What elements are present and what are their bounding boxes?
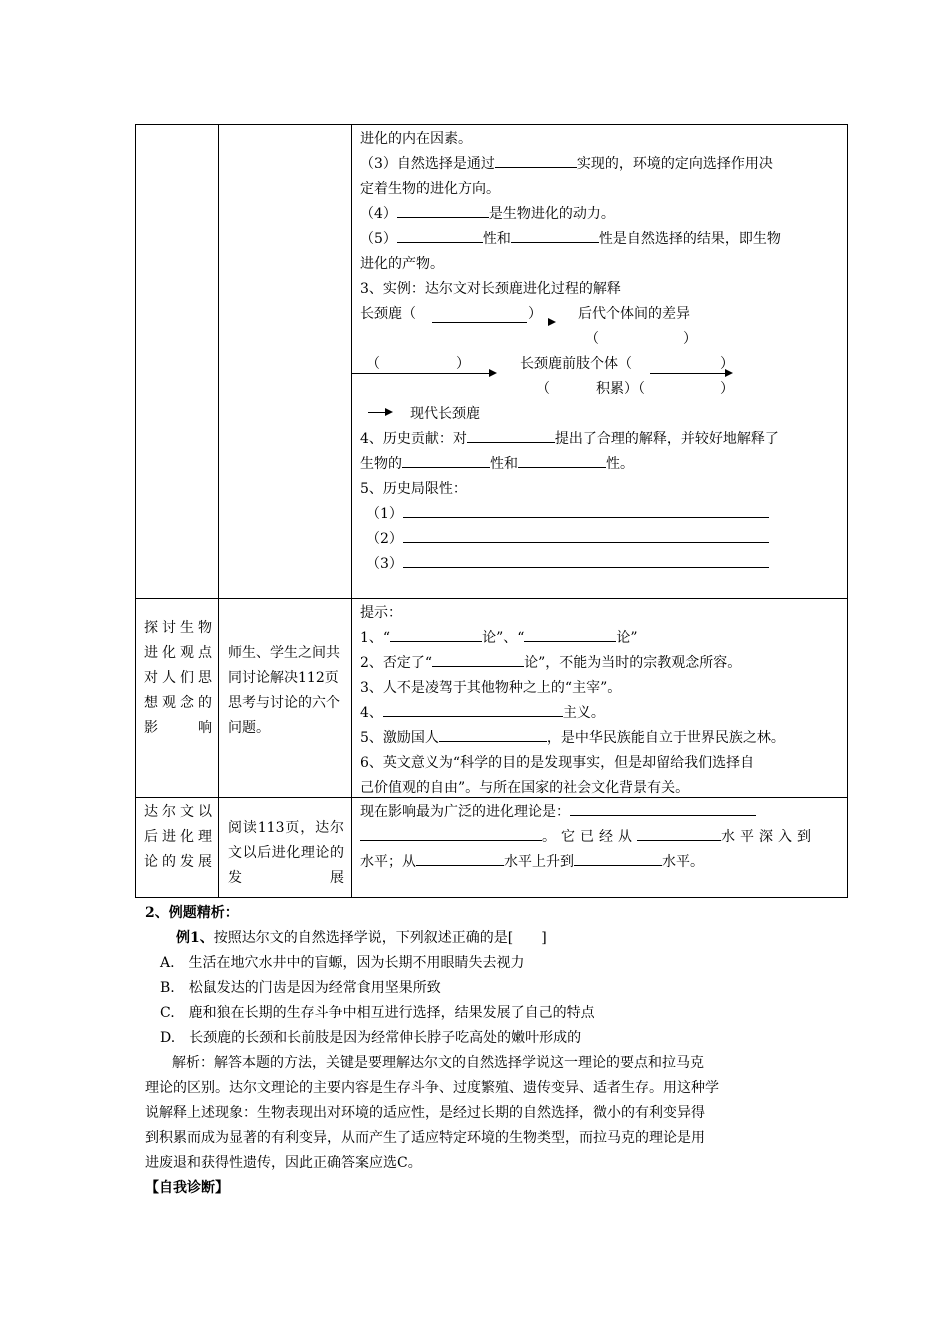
row2-col2: 师生、学生之间共同讨论解决112页思考与讨论的六个问题。 <box>228 645 340 736</box>
analysis-line-4: 到积累而成为显著的有利变异，从而产生了适应特定环境的生物类型，而拉马克的理论是用 <box>145 1130 705 1146</box>
table-border-bottom <box>135 897 848 898</box>
row1-line-3: 定着生物的进化方向。 <box>360 181 500 197</box>
row1-line-5: （5） 性和 性是自然选择的结果，即生物 <box>360 228 781 248</box>
option-a: A. 生活在地穴水井中的盲螈，因为长期不用眼睛失去视力 <box>160 955 525 971</box>
diagram-arrow-4 <box>368 412 386 413</box>
self-diagnosis-heading: 【自我诊断】 <box>145 1180 229 1196</box>
row1-line-2: （3）自然选择是通过 实现的，环境的定向选择作用决 <box>360 153 773 173</box>
option-d: D. 长颈鹿的长颈和长前肢是因为经常伸长脖子吃高处的嫩叶形成的 <box>160 1030 582 1046</box>
option-b: B. 松鼠发达的门齿是因为经常食用坚果所致 <box>160 980 441 996</box>
diagram-paren-close-1: ） <box>683 331 697 347</box>
diagram-modern: 现代长颈鹿 <box>410 406 480 422</box>
diagram-paren-open-2: （ <box>366 356 380 372</box>
table-border-right <box>847 124 848 898</box>
limitation-1: （1） <box>366 503 769 523</box>
diagram-paren-open-3: （ <box>536 381 550 397</box>
row2-item-2: 2、否定了“ 论”，不能为当时的宗教观念所容。 <box>360 652 741 672</box>
example-heading: 2、例题精析： <box>145 905 239 921</box>
history-line-2: 生物的 性和 性。 <box>360 453 634 473</box>
row2-item-6a: 6、英文意义为“科学的目的是发现事实，但是却留给我们选择自 <box>360 755 755 771</box>
analysis-line-5: 进废退和获得性遗传，因此正确答案应选C。 <box>145 1155 422 1171</box>
example-question: 例1、按照达尔文的自然选择学说，下列叙述正确的是[ ] <box>176 930 547 946</box>
row2-item-4: 4、 主义。 <box>360 702 605 722</box>
limitation-3: （3） <box>366 553 769 573</box>
diagram-forelimb: 长颈鹿前肢个体（ <box>520 356 632 372</box>
diagram-arrowhead-1 <box>548 318 556 326</box>
history-line-1: 4、历史贡献：对 提出了合理的解释，并较好地解释了 <box>360 428 779 448</box>
row3-line-2: 。它已经从 水平深入到 <box>360 826 816 846</box>
diagram-giraffe-label: 长颈鹿（ <box>360 306 416 322</box>
row3-col2: 阅读113页，达尔文以后进化理论的发展 <box>228 820 344 886</box>
row1-line-7: 3、实例：达尔文对长颈鹿进化过程的解释 <box>360 281 621 297</box>
diagram-close-3: ） <box>720 356 734 372</box>
row1-line-1: 进化的内在因素。 <box>360 131 472 147</box>
limitation-2: （2） <box>366 528 769 548</box>
table-border-col3 <box>351 124 352 898</box>
table-border-left <box>135 124 136 898</box>
diagram-close-1: ） <box>528 306 542 322</box>
diagram-paren-open-1: （ <box>585 331 599 347</box>
diagram-offspring-diff: 后代个体间的差异 <box>578 306 690 322</box>
example-question-label: 例1、 <box>176 930 214 946</box>
row3-line-1: 现在影响最为广泛的进化理论是： <box>360 801 756 821</box>
table-border-top <box>135 124 848 125</box>
row2-hint: 提示： <box>360 605 402 621</box>
diagram-arrowhead-4 <box>385 408 393 416</box>
row3-col1: 达尔文以后进化理论的发展 <box>144 804 212 870</box>
diagram-paren-close-2: ） <box>456 356 470 372</box>
table-row-divider-2 <box>135 797 848 798</box>
diagram-arrow-3 <box>650 373 726 374</box>
table-border-col2 <box>218 124 219 898</box>
row2-item-1: 1、“ 论”、“ 论” <box>360 627 638 647</box>
history-line-3: 5、历史局限性： <box>360 481 467 497</box>
analysis-line-3: 说解释上述现象：生物表现出对环境的适应性，是经过长期的自然选择，微小的有利变异得 <box>145 1105 705 1121</box>
row2-col1: 探讨生物进化观点对人们思想观念的影响 <box>144 620 212 736</box>
analysis-line-1: 解析：解答本题的方法，关键是要理解达尔文的自然选择学说这一理论的要点和拉马克 <box>172 1055 704 1071</box>
row2-item-5: 5、激励国人 ，是中华民族能自立于世界民族之林。 <box>360 727 785 747</box>
diagram-close-4: ） <box>720 381 734 397</box>
diagram-arrowhead-2 <box>489 369 497 377</box>
diagram-arrow-1 <box>432 322 527 323</box>
row1-line-6: 进化的产物。 <box>360 256 444 272</box>
analysis-line-2: 理论的区别。达尔文理论的主要内容是生存斗争、过度繁殖、遗传变异、适者生存。用这种学 <box>145 1080 719 1096</box>
table-row-divider-1 <box>135 598 848 599</box>
row3-line-3: 水平；从 水平上升到 水平。 <box>360 851 704 871</box>
diagram-arrowhead-3 <box>725 369 733 377</box>
row2-item-6b: 己价值观的自由”。与所在国家的社会文化背景有关。 <box>360 780 690 796</box>
diagram-accumulate: 积累）（ <box>596 381 645 397</box>
option-c: C. 鹿和狼在长期的生存斗争中相互进行选择，结果发展了自己的特点 <box>160 1005 595 1021</box>
row1-line-4: （4） 是生物进化的动力。 <box>360 203 615 223</box>
row2-item-3: 3、人不是凌驾于其他物种之上的“主宰”。 <box>360 680 622 696</box>
diagram-arrow-2 <box>352 373 490 374</box>
